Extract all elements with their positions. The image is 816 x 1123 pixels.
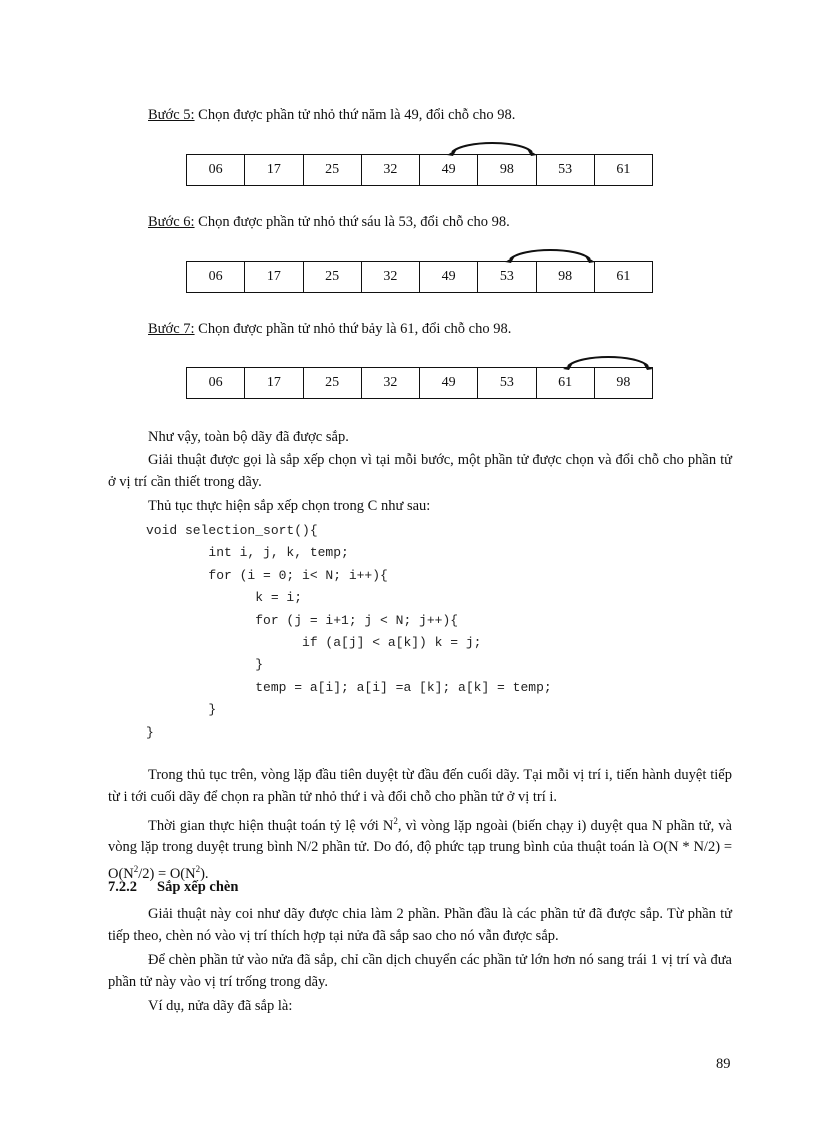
paragraph-complexity bbox=[108, 811, 732, 885]
step-6-text: Chọn được phần tử nhỏ thứ sáu là 53, đổi chỗ cho 98. bbox=[194, 214, 510, 230]
code-block bbox=[146, 520, 552, 744]
page-number: 89 bbox=[716, 1056, 731, 1072]
array-step-7 bbox=[186, 367, 653, 399]
step-7-text: Chọn được phần tử nhỏ thứ bảy là 61, đổi chỗ cho 98. bbox=[194, 321, 512, 337]
superscript: 2 bbox=[393, 816, 398, 826]
array-cell: 49 bbox=[420, 262, 478, 293]
complexity-text-b: , vì vòng lặp ngoài (biến chạy i) duyệt qua N phần tử, và vòng lặp trong duyệt trung bình N/2 phần tử. Do đó, độ phức tạp trung bình của thuật toán là O(N * N/2) = O(N bbox=[108, 817, 732, 882]
array-cell: 98 bbox=[536, 262, 594, 293]
array-cell: 06 bbox=[187, 155, 245, 186]
array-cell: 32 bbox=[361, 262, 419, 293]
code-line: int i, j, k, temp; bbox=[146, 545, 349, 561]
array-cell: 25 bbox=[303, 155, 361, 186]
code-line: void selection_sort(){ bbox=[146, 523, 318, 538]
paragraph-intro-code: Thủ tục thực hiện sắp xếp chọn trong C như sau: bbox=[148, 498, 431, 514]
code-line: for (j = i+1; j < N; j++){ bbox=[146, 612, 459, 628]
code-line: temp = a[i]; a[i] =a [k]; a[k] = temp; bbox=[146, 679, 552, 695]
array-cell: 17 bbox=[245, 155, 303, 186]
array-cell: 17 bbox=[245, 368, 303, 399]
code-line: } bbox=[146, 657, 264, 673]
code-line: } bbox=[146, 702, 217, 718]
code-line: k = i; bbox=[146, 590, 303, 606]
step-5-caption bbox=[148, 107, 515, 124]
superscript: 2 bbox=[133, 863, 139, 874]
code-line: if (a[j] < a[k]) k = j; bbox=[146, 635, 482, 651]
array-cell: 25 bbox=[303, 262, 361, 293]
paragraph-insertion-3: Ví dụ, nửa dãy đã sắp là: bbox=[148, 998, 293, 1014]
array-step-5 bbox=[186, 154, 653, 186]
paragraph-done: Như vậy, toàn bộ dãy đã được sắp. bbox=[148, 429, 349, 445]
array-cell: 61 bbox=[594, 155, 652, 186]
array-cell: 53 bbox=[478, 368, 536, 399]
paragraph-explain: Trong thủ tục trên, vòng lặp đầu tiên duyệt từ đầu đến cuối dãy. Tại mỗi vị trí i, tiến hành duyệt tiếp từ i tới cuối dãy để chọn ra phần tử nhỏ thứ i và đổi chỗ cho phần tử ở vị trí i. bbox=[108, 767, 732, 805]
section-number: 7.2.2 bbox=[108, 879, 137, 895]
paragraph-insertion-2: Để chèn phần tử vào nửa đã sắp, chỉ cần dịch chuyển các phần tử lớn hơn nó sang trái 1 vị trí và đưa phần tử này vào vị trí trống trong dãy. bbox=[108, 952, 732, 990]
step-7-label: Bước 7: bbox=[148, 321, 195, 337]
array-cell: 61 bbox=[594, 262, 652, 293]
array-step-6 bbox=[186, 261, 653, 293]
array-cell: 98 bbox=[478, 155, 536, 186]
array-cell: 32 bbox=[361, 155, 419, 186]
code-line: } bbox=[146, 724, 154, 740]
complexity-text-a: Thời gian thực hiện thuật toán tỷ lệ với N bbox=[148, 817, 394, 834]
step-6-label: Bước 6: bbox=[148, 214, 195, 230]
array-cell: 53 bbox=[536, 155, 594, 186]
step-5-text: Chọn được phần tử nhỏ thứ năm là 49, đổi chỗ cho 98. bbox=[194, 107, 516, 123]
complexity-text-d: ). bbox=[200, 865, 209, 882]
array-cell: 53 bbox=[478, 262, 536, 293]
step-6-caption bbox=[148, 214, 510, 231]
array-cell: 98 bbox=[594, 368, 652, 399]
superscript: 2 bbox=[195, 863, 201, 874]
paragraph-insertion-1: Giải thuật này coi như dãy được chia làm 2 phần. Phần đầu là các phần tử đã được sắp. Từ phần tử tiếp theo, chèn nó vào vị trí thích hợp tại nửa đã sắp sao cho nó vẫn được sắp. bbox=[108, 906, 732, 944]
array-cell: 61 bbox=[536, 368, 594, 399]
array-cell: 06 bbox=[187, 368, 245, 399]
step-5-label: Bước 5: bbox=[148, 107, 195, 123]
section-title: Sắp xếp chèn bbox=[157, 879, 239, 895]
step-7-caption bbox=[148, 321, 511, 338]
complexity-text-c: /2) = O(N bbox=[138, 865, 196, 882]
array-cell: 49 bbox=[420, 368, 478, 399]
code-line: for (i = 0; i< N; i++){ bbox=[146, 567, 388, 583]
array-cell: 32 bbox=[361, 368, 419, 399]
array-cell: 49 bbox=[420, 155, 478, 186]
array-cell: 17 bbox=[245, 262, 303, 293]
paragraph-why: Giải thuật được gọi là sắp xếp chọn vì tại mỗi bước, một phần tử được chọn và đổi chỗ cho phần tử ở vị trí cần thiết trong dãy. bbox=[108, 452, 732, 490]
array-cell: 06 bbox=[187, 262, 245, 293]
section-heading bbox=[108, 879, 238, 896]
array-cell: 25 bbox=[303, 368, 361, 399]
